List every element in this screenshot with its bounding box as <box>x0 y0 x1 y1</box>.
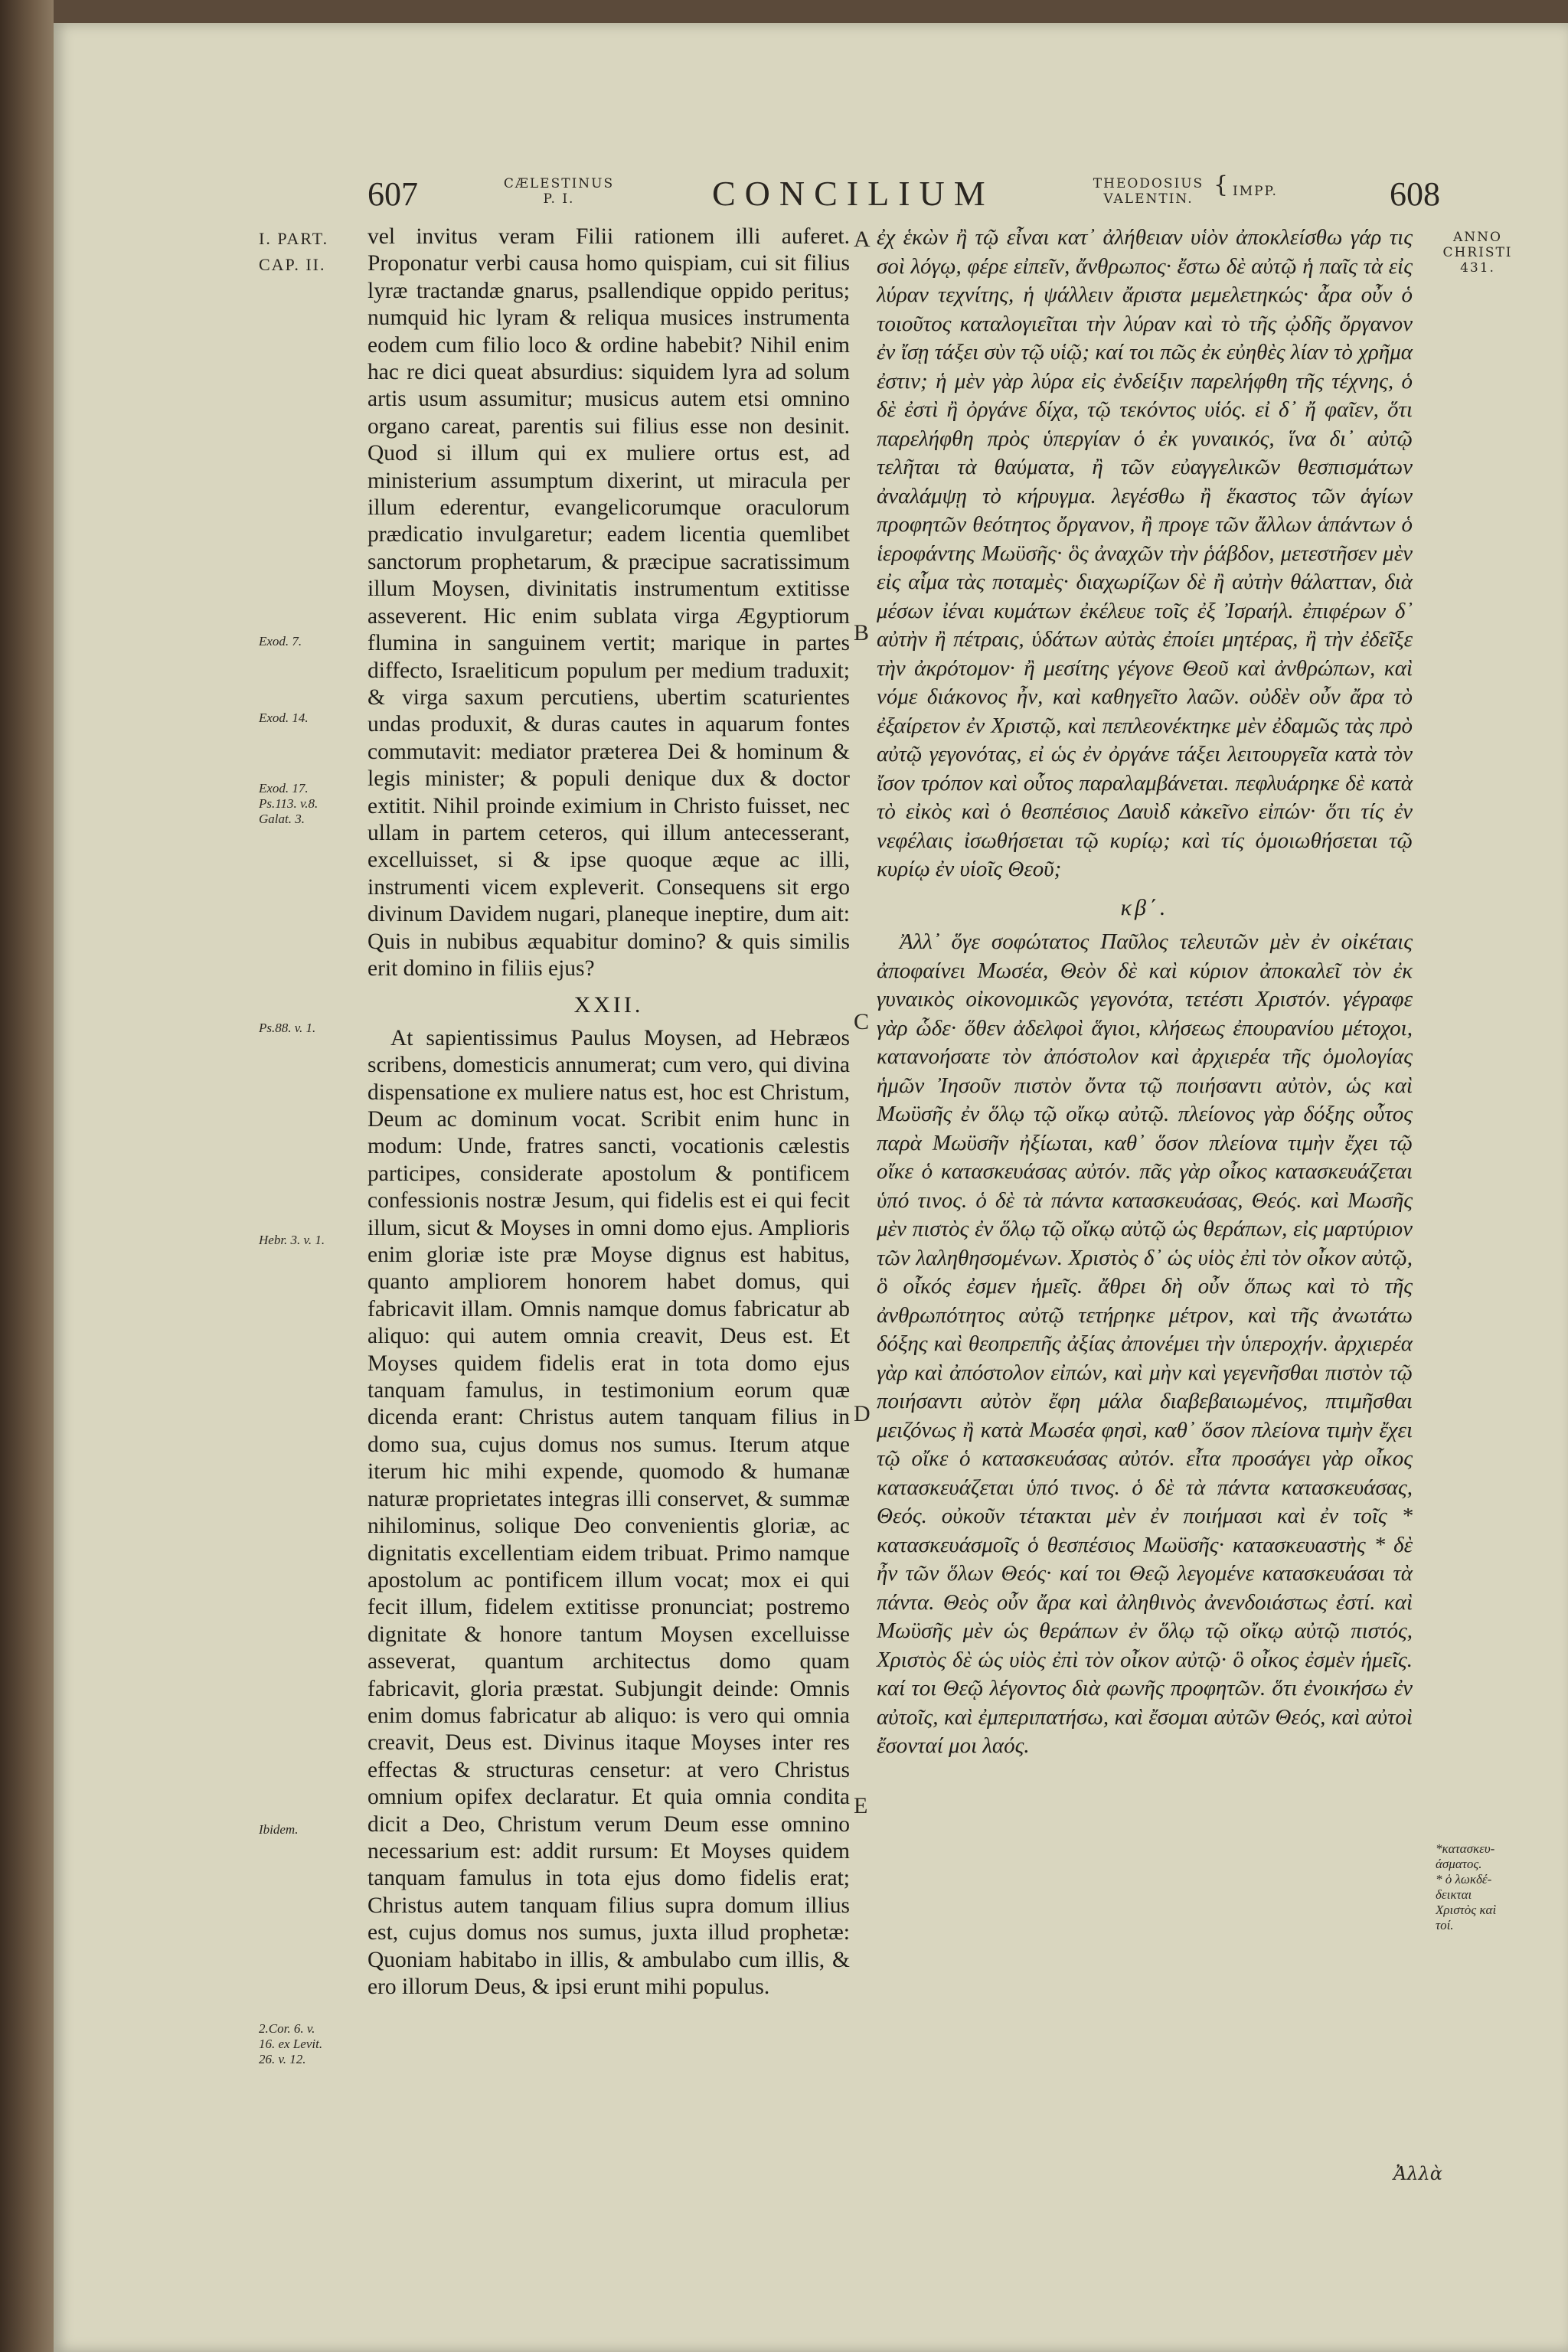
margin-note-ibidem: Ibidem. <box>259 1822 299 1837</box>
margin-note-ps88: Ps.88. v. 1. <box>259 1021 316 1035</box>
greek-paragraph-2: Ἀλλ᾽ ὅγε σοφώτατος Παῦλος τελευτῶν μὲν ἐν οἰκέταις ἀποφαίνει Μωσέα, Θεὸν δὲ καὶ κύριον ἀποκαλεῖ τὸν ἐκ γυναικὸς οἰκονομικῶς γεγονότα, τετέστι Χριστόν. γέγραφε γὰρ ὧδε· ὅθεν ἀδελφοὶ ἅγιοι, κλήσεως ἐπουρανίου μέτοχοι, κατανοήσατε τὸν ἀπόστολον καὶ ἀρχιερέα τῆς ὁμολογίας ἡμῶν Ἰησοῦν πιστὸν ὄντα τῷ ποιήσαντι αὐτὸν, ὡς καὶ Μωϋσῆς ἐν ὅλῳ τῷ οἴκῳ αὐτῷ. πλείονος γὰρ δόξης οὗτος παρὰ Μωϋσῆν ἠξίωται, καθ᾽ ὅσον πλείονα τιμὴν ἔχει τῷ οἴκε ὁ κατασκευάσας αὐτόν. πᾶς γὰρ οἶκος κατασκευάζεται ὑπό τινος. ὁ δὲ τὰ πάντα κατασκευάσας, Θεός. καὶ Μωσῆς μὲν πιστὸς ἐν ὅλῳ τῷ οἴκῳ αὐτῷ ὡς θεράπων, εἰς μαρτύριον τῶν λαληθησομένων. Χριστὸς δ᾽ ὡς υἱὸς ἐπὶ τὸν οἶκον αὐτῷ, ὃ οἶκός ἐσμεν ἡμεῖς. ἄθρει δὴ οὖν ὅπως καὶ τὸ τῆς ἀνθρωπότητος αὐτῷ τετήρηκε μέτρον, καὶ τῆς ἀνωτάτω δόξης καὶ θεοπρεπῆς ἀξίας ἀπονέμει τὴν ὑπεροχήν. ἀρχιερέα γὰρ καὶ ἀπόστολον εἰπών, καὶ μὴν καὶ γεγενῆσθαι πιστὸν τῷ ποιήσαντι αὐτὸν ἔφη μάλα διαβεβαιωμένος, πτιμῆσθαι μειζόνως ἢ κατὰ Μωσέα φησὶ, καθ᾽ ὅσον πλείονα τιμὴν ἔχει τῷ οἴκε ὁ κατασκευάσας αὐτόν. εἶτα προσάγει γὰρ οἶκος κατασκευάζεται ὑπό τινος. ὁ δὲ τὰ πάντα κατασκευάσας, Θεός. οὐκοῦν τέτακται μὲν ἐν ποιήμασι καὶ ἐν τοῖς * κατασκευάσμοῖς ὁ θεσπέσιος Μωϋσῆς· κατασκευαστὴς * δὲ ἦν τῶν ὅλων Θεός· καί τοι Θεῷ λεγομένε κατασκευάσαι τὰ πάντα. Θεὸς οὖν ἄρα καὶ ἀληθινὸς ἀνενδοιάστως ἐστί. καὶ Μωϋσῆς μὲν ὡς θεράπων ἐν ὅλῳ τῷ οἴκῳ αὐτῷ πιστός, Χριστὸς δὲ ὡς υἱὸς ἐπὶ τὸν οἶκον αὐτῷ· ὃ οἶκος ἐσμὲν ἡμεῖς. καί τοι Θεῷ λέγοντος διὰ φωνῆς προφητῶν. ὅτι ἐνοικήσω ἐν αὐτοῖς, καὶ ἐμπεριπατήσω, καὶ ἔσομαι αὐτῶν Θεός, καὶ αὐτοὶ ἔσονταί μοι λαός. <box>877 929 1413 1758</box>
right-note-line: * ὁ λωκδέ- <box>1436 1872 1492 1886</box>
margin-note-exod17: Exod. 17. <box>259 781 309 795</box>
greek-column <box>877 224 1413 1761</box>
section-letter-d: D <box>854 1401 871 1426</box>
right-note-line: δεικται <box>1436 1887 1472 1902</box>
pope-sub: P. I. <box>543 191 575 207</box>
brace: { <box>1214 172 1230 198</box>
right-note-line: Χριστὸς καὶ <box>1436 1903 1497 1917</box>
page-number-left: 607 <box>368 175 418 213</box>
anno-label: ANNO <box>1453 230 1502 245</box>
christi-label: CHRISTI <box>1442 245 1513 260</box>
section-letter-c: C <box>854 1009 870 1034</box>
latin-paragraph-1: vel invitus veram Filii rationem illi auferet. Proponatur verbi causa homo quispiam, cui sit filius lyræ tractandæ gnarus, psallendique oppido peritus; numquid hic lyram & reliqua musices instrumenta eodem cum filio loco & ordine habebit? Nihil enim hac re dici queat absurdius: siquidem lyra ad solum artis usum assumitur; musicus autem etsi omnino organo careat, parentis sui filius esse non desinit. Quod si illum qui ex muliere ortus est, ad ministerium assumptum dixerint, ut miracula per illum ederentur, evangelicorumque oraculorum prædicatio invulgaretur; eadem licentia quemlibet sanctorum prophetarum, & præcipue sacratissimum illum Moysen, divinitatis instrumentum extitisse asseverent. Hic enim sublata virga Ægyptiorum flumina in sanguinem vertit; marique in partes diffecto, Israeliticum populum per medium traduxit; & virga saxum percutiens, ubertim scaturientes undas produxit, & duras cautes in aquarum fontes commutavit: mediator præterea Dei & hominum & legis minister; & populi denique dux & doctor extitit. Nihil proinde eximium in Christo fuisset, nec ullam in partem ceteros, qui illum antecesserant, excelluisset, si & ipse quoque æque ac illi, instrumenti vicem expleverit. Consequens sit ergo divinum Davidem nugari, planeque ineptire, dum ait: Quis in nubibus æquabitur domino? & quis similis erit domino in filiis ejus? <box>368 224 850 981</box>
emperors-name: THEODOSIUS <box>1093 176 1204 191</box>
right-note-line: άσματος. <box>1436 1857 1482 1871</box>
margin-note-hebr: Hebr. 3. v. 1. <box>259 1233 325 1247</box>
margin-part: I. PART. <box>259 229 329 248</box>
pope-name: CÆLESTINUS <box>503 176 615 191</box>
margin-note-exod7: Exod. 7. <box>259 634 302 648</box>
section-letter-a: A <box>854 227 871 252</box>
greek-chapter-number: κβ΄. <box>1120 894 1169 920</box>
right-note-line: *κατασκευ- <box>1436 1841 1495 1856</box>
latin-chapter-number: XXII. <box>573 992 644 1018</box>
right-margin-note <box>1436 1841 1496 1933</box>
book-spine <box>0 0 54 2352</box>
pope-header <box>498 176 620 207</box>
emperors-sub: VALENTIN. <box>1103 191 1194 207</box>
section-letter-b: B <box>854 620 870 645</box>
year-box <box>1432 230 1524 276</box>
page-number-right: 608 <box>1390 175 1440 213</box>
margin-cap: CAP. II. <box>259 255 326 274</box>
year-label: 431. <box>1460 260 1495 276</box>
latin-paragraph-2: At sapientissimus Paulus Moysen, ad Hebræos scribens, domesticis annumerat; cum vero, qui divina dispensatione ex muliere natus est, hoc est Christum, Deum ac dominum vocat. Scribit enim hunc in modum: Unde, fratres sancti, vocationis cælestis participes, considerate apostolum & pontificem confessionis nostræ Jesum, qui fidelis est ei qui fecit illum, sicut & Moyses in omni domo ejus. Amplioris enim gloriæ iste præ Moyse dignus est habitus, quanto ampliorem honorem habet domus, qui fabricavit illam. Omnis namque domus fabricatur ab aliquo: qui autem omnia creavit, Deus est. Et Moyses quidem fidelis erat in tota domo ejus tanquam famulus, in testimonium eorum quæ dicenda erant: Christus autem tanquam filius in domo sua, cujus domus nos sumus. Iterum atque iterum hic mihi expende, quomodo & humanæ naturæ proprietates integras illi conservet, & summæ nihilominus, solique Deo convenientis gloriæ, ac dignitatis excellentiam eidem tribuat. Primo namque apostolum ac pontificem illum vocat; mox ei qui fecit illum, fidelem extitisse pronunciat; postremo dignitate & honore tantum Moysen excelluisse asseverat, quantum architectus domo quam fabricavit, gloria præstat. Subjungit deinde: Omnis enim domus fabricatur ab aliquo: is vero qui omnia creavit, Deus est. Divinus itaque Moyses inter res effectas & structuras censetur: at vero Christus omnium opifex declaratur. Et quia omnia condita dicit a Deo, Christum verum Deum esse omnino necessarium est: addit rursum: Et Moyses quidem tanquam famulus in tota ejus domo fidelis erat; Christus autem tanquam filius supra domum illius est, cujus domus nos sumus, juxta illud prophetæ: Quoniam habitabo in illis, & ambulabo cum illis, & ero illorum Deus, & ipsi erunt mihi populus. <box>368 1025 850 1999</box>
emperors-header <box>1087 176 1210 207</box>
latin-column <box>368 224 850 2001</box>
right-note-line: τοί. <box>1436 1918 1454 1932</box>
running-title: CONCILIUM <box>712 174 995 213</box>
catchword: Ἀλλὰ <box>1393 2163 1442 2184</box>
margin-note-26: 26. v. 12. <box>259 2052 306 2066</box>
section-letter-e: E <box>854 1793 868 1818</box>
margin-note-levit: 16. ex Levit. <box>259 2037 323 2051</box>
margin-note-galat: Galat. 3. <box>259 812 305 826</box>
margin-note-2cor: 2.Cor. 6. v. <box>259 2021 315 2036</box>
margin-note-exod14: Exod. 14. <box>259 710 309 725</box>
impp-label: IMPP. <box>1233 184 1278 199</box>
margin-note-ps113: Ps.113. v.8. <box>259 796 318 811</box>
greek-paragraph-1: ἐχ ἑκὼν ἢ τῷ εἶναι κατ᾽ ἀλήθειαν υἱὸν ἀποκλείσθω γάρ τις σοὶ λόγῳ, φέρε εἰπεῖν, ἄνθρωπος· ἔστω δὲ αὐτῷ ἡ παῖς τὰ εἰς λύραν τεχνίτης, ἡ ψάλλειν ἄριστα μεμελετηκώς· ἆρα οὖν ὁ τοιοῦτος καταλογιεῖται τὴν λύραν καὶ τὸ τῆς ᾠδῆς ὄργανον ἐν ἴσῃ τάξει σὺν τῷ υἱῷ; καί τοι πῶς ἐκ εὐηθὲς λίαν τὸ χρῆμα ἐστιν; ἡ μὲν γὰρ λύρα εἰς ἐνδείξιν παρελήφθη τῆς τέχνης, ὁ δὲ ἐστὶ ἢ ὀργάνε δίχα, τῷ τεκόντος υἱός. εἰ δ᾽ ἤ φαῖεν, ὅτι παρελήφθη πρὸς ὑπεργίαν ὁ ἐκ γυναικός, ἵνα δι᾽ αὐτῷ τελῆται τὰ θαύματα, ἢ τῶν εὐαγγελικῶν θεσπισμάτων ἀναλάμψῃ τὸ κήρυγμα. λεγέσθω ἢ ἕκαστος τῶν ἁγίων προφητῶν θεότητος ὄργανον, ἢ προγε τῶν ἄλλων ἁπάντων ὁ ἱεροφάντης Μωϋσῆς· ὃς ἀναχῶν τὴν ῥάβδον, μετεστῆσεν μὲν εἰς αἷμα τὰς ποταμὲς· διαχωρίζων δὲ ἢ αὐτὴν θάλατταν, διὰ μέσων ἰέναι κυμάτων ἐκέλευε τοῖς ἐξ Ἰσραήλ. ἐπιφέρων δ᾽ αὐτὴν ἢ πέτραις, ὑδάτων αὐτὰς ἐποίει μητέρας, ἢ τὴν ἐδεῖξε τὴν ἀκρότομον· ἢ μεσίτης γέγονε Θεοῦ καὶ ἀνθρώπων, καὶ νόμε διάκονος ἦν, καὶ καθηγεῖτο λαῶν. οὐδὲν οὖν ἄρα τὸ ἐξαίρετον ἐν Χριστῷ, καὶ πεπλεονέκτηκε μὲν ἐδαμῶς τὰς πρὸ αὐτῷ γεγονότας, εἰ ὡς ἐν ὀργάνε τάξει λειτουργεῖα κατὰ τὸν ἴσον τρόπον καὶ οὗτος παραλαμβάνεται. πεφλυάρηκε δὲ κατὰ τὸ εἰκὸς καὶ ὁ θεσπέσιος Δαυὶδ κἀκεῖνο εἰπών· ὅτι τίς ἐν νεφέλαις ἰσωθήσεται τῷ κυρίῳ; καὶ τίς ὁμοιωθήσεται τῷ κυρίῳ ἐν υἱοῖς Θεοῦ; <box>877 225 1413 881</box>
